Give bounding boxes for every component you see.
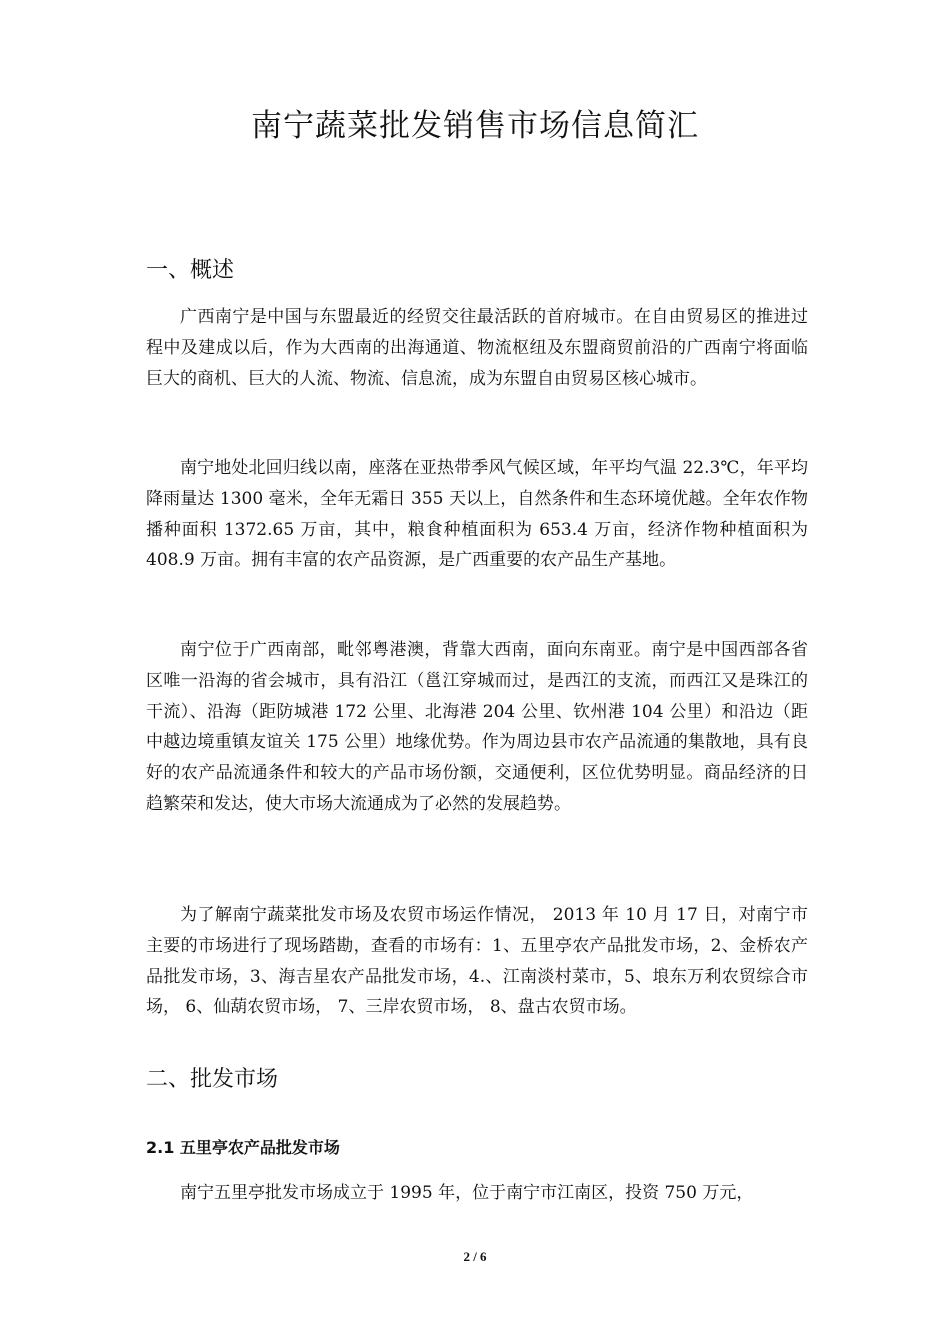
document-title: 南宁蔬菜批发销售市场信息简汇 [251,108,699,144]
section-heading-overview: 一、概述 [146,258,235,283]
paragraph: 南宁五里亭批发市场成立于 1995 年，位于南宁市江南区，投资 750 万元， [180,1183,754,1203]
page-number: 2 / 6 [463,1249,487,1264]
section-heading-wholesale-markets: 二、批发市场 [146,1067,279,1092]
paragraph: 南宁位于广西南部，毗邻粤港澳，背靠大西南，面向东南亚。南宁是中国西部各省区唯一沿海的省会城市，具有沿江（邕江穿城而过，是西江的支流，而西江又是珠江的干流）、沿海（距防城港 172 公里、北海港 204 公里、钦州港 104 公里）和沿边（距中越边境重镇友谊关 175 公里）地缘优势。作为周边县市农产品流通的集散地，具有良好的农产品流通条件和较大的产品市场份额，交通便利，区位优势明显。商品经济的日趋繁荣和发达，使大市场大流通成为了必然的发展趋势。 [146,640,808,814]
paragraph: 南宁地处北回归线以南，座落在亚热带季风气候区域，年平均气温 22.3℃，年平均降雨量达 1300 毫米，全年无霜日 355 天以上，自然条件和生态环境优越。全年农作物播种面积 1372.65 万亩，其中，粮食种植面积为 653.4 万亩，经济作物种植面积为 408.9 万亩。拥有丰富的农产品资源，是广西重要的农产品生产基地。 [146,458,808,571]
paragraph: 广西南宁是中国与东盟最近的经贸交往最活跃的首府城市。在自由贸易区的推进过程中及建成以后，作为大西南的出海通道、物流枢纽及东盟商贸前沿的广西南宁将面临巨大的商机、巨大的人流、物流、信息流，成为东盟自由贸易区核心城市。 [146,307,808,389]
subsection-heading-wulitng-market: 2.1 五里亭农产品批发市场 [146,1138,340,1157]
paragraph: 为了解南宁蔬菜批发市场及农贸市场运作情况， 2013 年 10 月 17 日，对南宁市主要的市场进行了现场踏勘，查看的市场有：1、五里亭农产品批发市场，2、金桥农产品批发市场，3、海吉星农产品批发市场，4.、江南淡村菜市，5、埌东万利农贸综合市场， 6、仙葫农贸市场， 7、三岸农贸市场， 8、盘古农贸市场。 [146,905,808,1018]
